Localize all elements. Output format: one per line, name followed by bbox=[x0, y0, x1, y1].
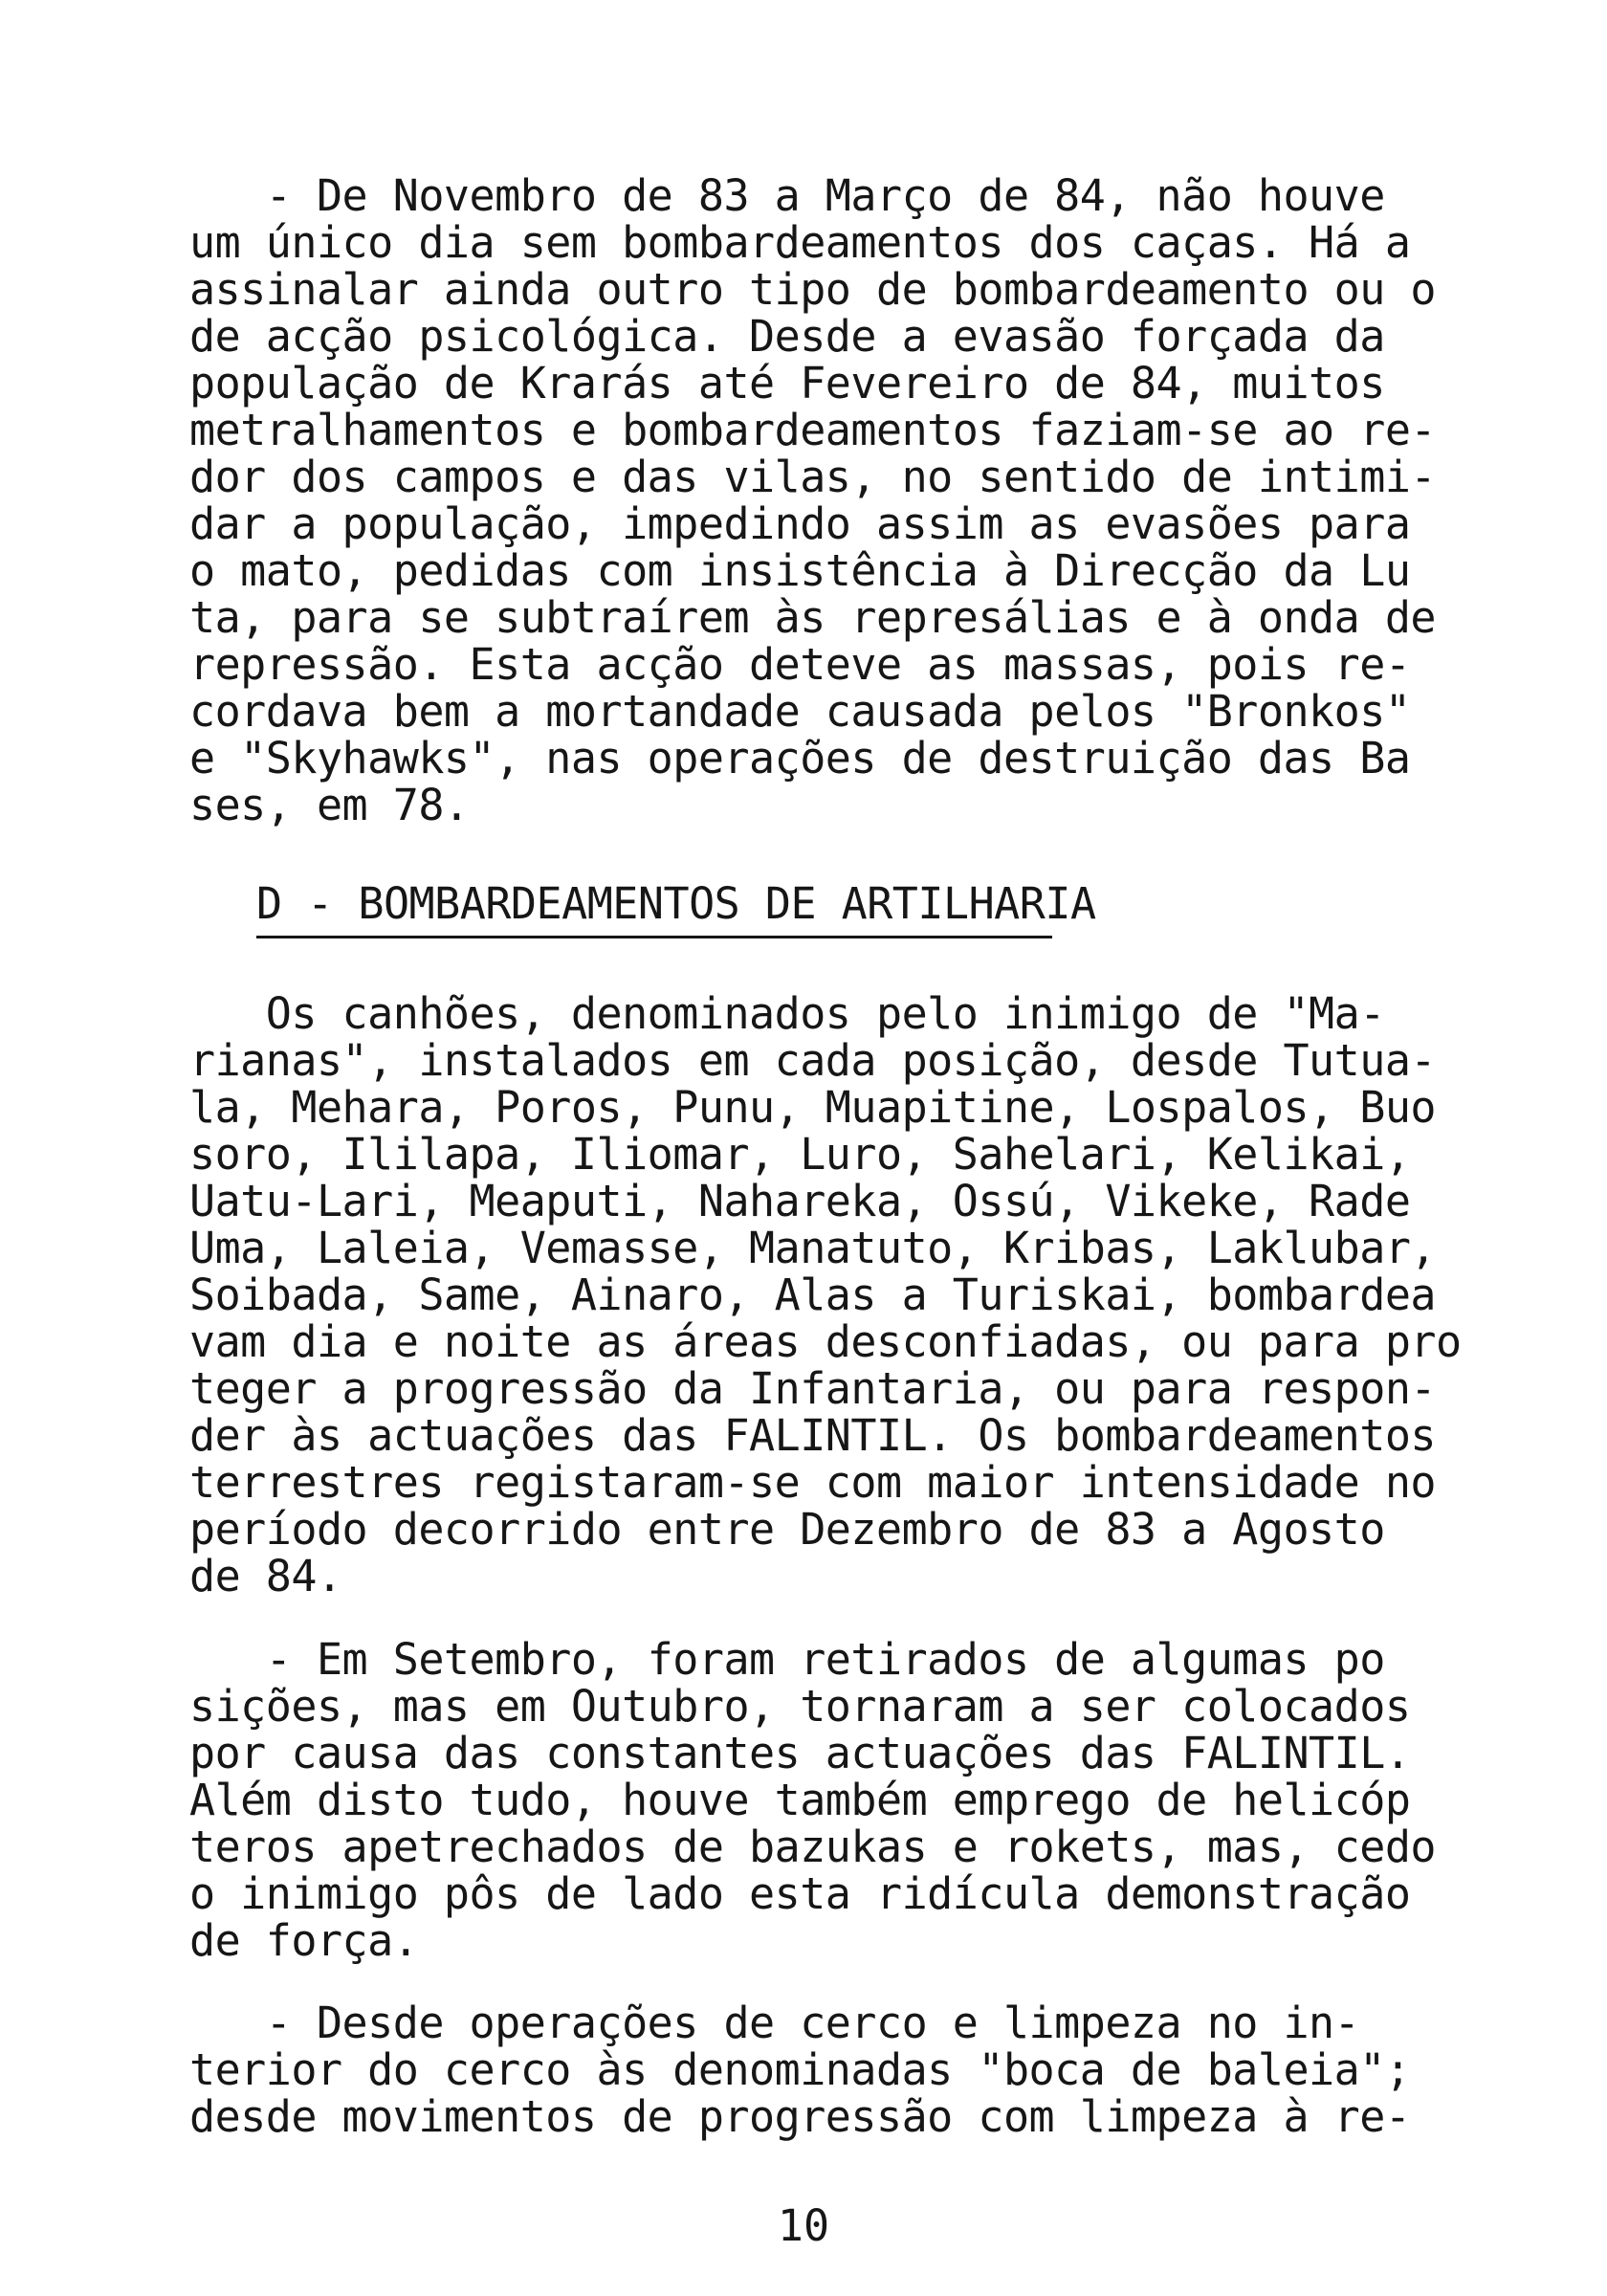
paragraph-2-line-7: Soibada, Same, Ainaro, Alas a Turiskai, bombardea bbox=[189, 1269, 1437, 1320]
paragraph-2-line-13: de 84. bbox=[189, 1551, 342, 1601]
paragraph-2-line-5: Uatu-Lari, Meaputi, Nahareka, Ossú, Vikeke, Rade bbox=[189, 1176, 1411, 1226]
paragraph-1-line-4: de acção psicológica. Desde a evasão forçada da bbox=[189, 311, 1385, 362]
paragraph-2-line-9: teger a progressão da Infantaria, ou para respon- bbox=[189, 1363, 1437, 1414]
paragraph-1-line-6: metralhamentos e bombardeamentos faziam-se ao re- bbox=[189, 405, 1437, 455]
paragraph-4-line-3: desde movimentos de progressão com limpeza à re- bbox=[189, 2091, 1411, 2142]
paragraph-3-line-5: teros apetrechados de bazukas e rokets, mas, cedo bbox=[189, 1821, 1437, 1872]
section-heading: D - BOMBARDEAMENTOS DE ARTILHARIA bbox=[256, 878, 1096, 929]
paragraph-4-line-2: terior do cerco às denominadas "boca de baleia"; bbox=[189, 2044, 1411, 2095]
paragraph-1-line-11: repressão. Esta acção deteve as massas, pois re- bbox=[189, 639, 1411, 690]
paragraph-2-line-2: rianas", instalados em cada posição, desde Tutua- bbox=[189, 1035, 1437, 1086]
paragraph-3-line-3: por causa das constantes actuações das FALINTIL. bbox=[189, 1728, 1411, 1778]
paragraph-3-line-7: de força. bbox=[189, 1915, 419, 1966]
paragraph-1-line-2: um único dia sem bombardeamentos dos caças. Há a bbox=[189, 217, 1411, 268]
paragraph-2-line-12: período decorrido entre Dezembro de 83 a Agosto bbox=[189, 1504, 1385, 1555]
paragraph-1-line-5: população de Krarás até Fevereiro de 84, muitos bbox=[189, 358, 1385, 408]
paragraph-4-line-1: - Desde operações de cerco e limpeza no in- bbox=[189, 1998, 1360, 2048]
paragraph-3-line-6: o inimigo pôs de lado esta ridícula demonstração bbox=[189, 1868, 1411, 1919]
paragraph-1-line-1: - De Novembro de 83 a Março de 84, não houve bbox=[189, 170, 1385, 221]
paragraph-1-line-9: o mato, pedidas com insistência à Direcção da Lu bbox=[189, 545, 1411, 596]
paragraph-1-line-7: dor dos campos e das vilas, no sentido de intimi- bbox=[189, 452, 1437, 502]
paragraph-1-line-10: ta, para se subtraírem às represálias e à onda de bbox=[189, 592, 1437, 643]
paragraph-3-line-2: sições, mas em Outubro, tornaram a ser colocados bbox=[189, 1681, 1411, 1732]
heading-underline bbox=[256, 936, 1052, 938]
paragraph-2-line-1: Os canhões, denominados pelo inimigo de "Ma- bbox=[189, 988, 1385, 1039]
paragraph-2-line-4: soro, Ililapa, Iliomar, Luro, Sahelari, Kelikai, bbox=[189, 1129, 1411, 1180]
paragraph-2-line-6: Uma, Laleia, Vemasse, Manatuto, Kribas, Laklubar, bbox=[189, 1223, 1437, 1273]
paragraph-3-line-4: Além disto tudo, houve também emprego de helicóp bbox=[189, 1775, 1411, 1825]
paragraph-1-line-13: e "Skyhawks", nas operações de destruição das Ba bbox=[189, 733, 1411, 784]
paragraph-2-line-11: terrestres registaram-se com maior intensidade no bbox=[189, 1457, 1437, 1508]
paragraph-1-line-14: ses, em 78. bbox=[189, 780, 470, 830]
paragraph-2-line-3: la, Mehara, Poros, Punu, Muapitine, Lospalos, Buo bbox=[189, 1082, 1437, 1133]
paragraph-1-line-3: assinalar ainda outro tipo de bombardeamento ou o bbox=[189, 264, 1437, 315]
page-number: 10 bbox=[777, 2200, 830, 2251]
paragraph-1-line-8: dar a população, impedindo assim as evasões para bbox=[189, 498, 1411, 549]
paragraph-2-line-8: vam dia e noite as áreas desconfiadas, ou para pro bbox=[189, 1316, 1462, 1367]
paragraph-2-line-10: der às actuações das FALINTIL. Os bombardeamentos bbox=[189, 1410, 1437, 1461]
paragraph-1-line-12: cordava bem a mortandade causada pelos "Bronkos" bbox=[189, 686, 1411, 737]
paragraph-3-line-1: - Em Setembro, foram retirados de algumas po bbox=[189, 1634, 1385, 1685]
